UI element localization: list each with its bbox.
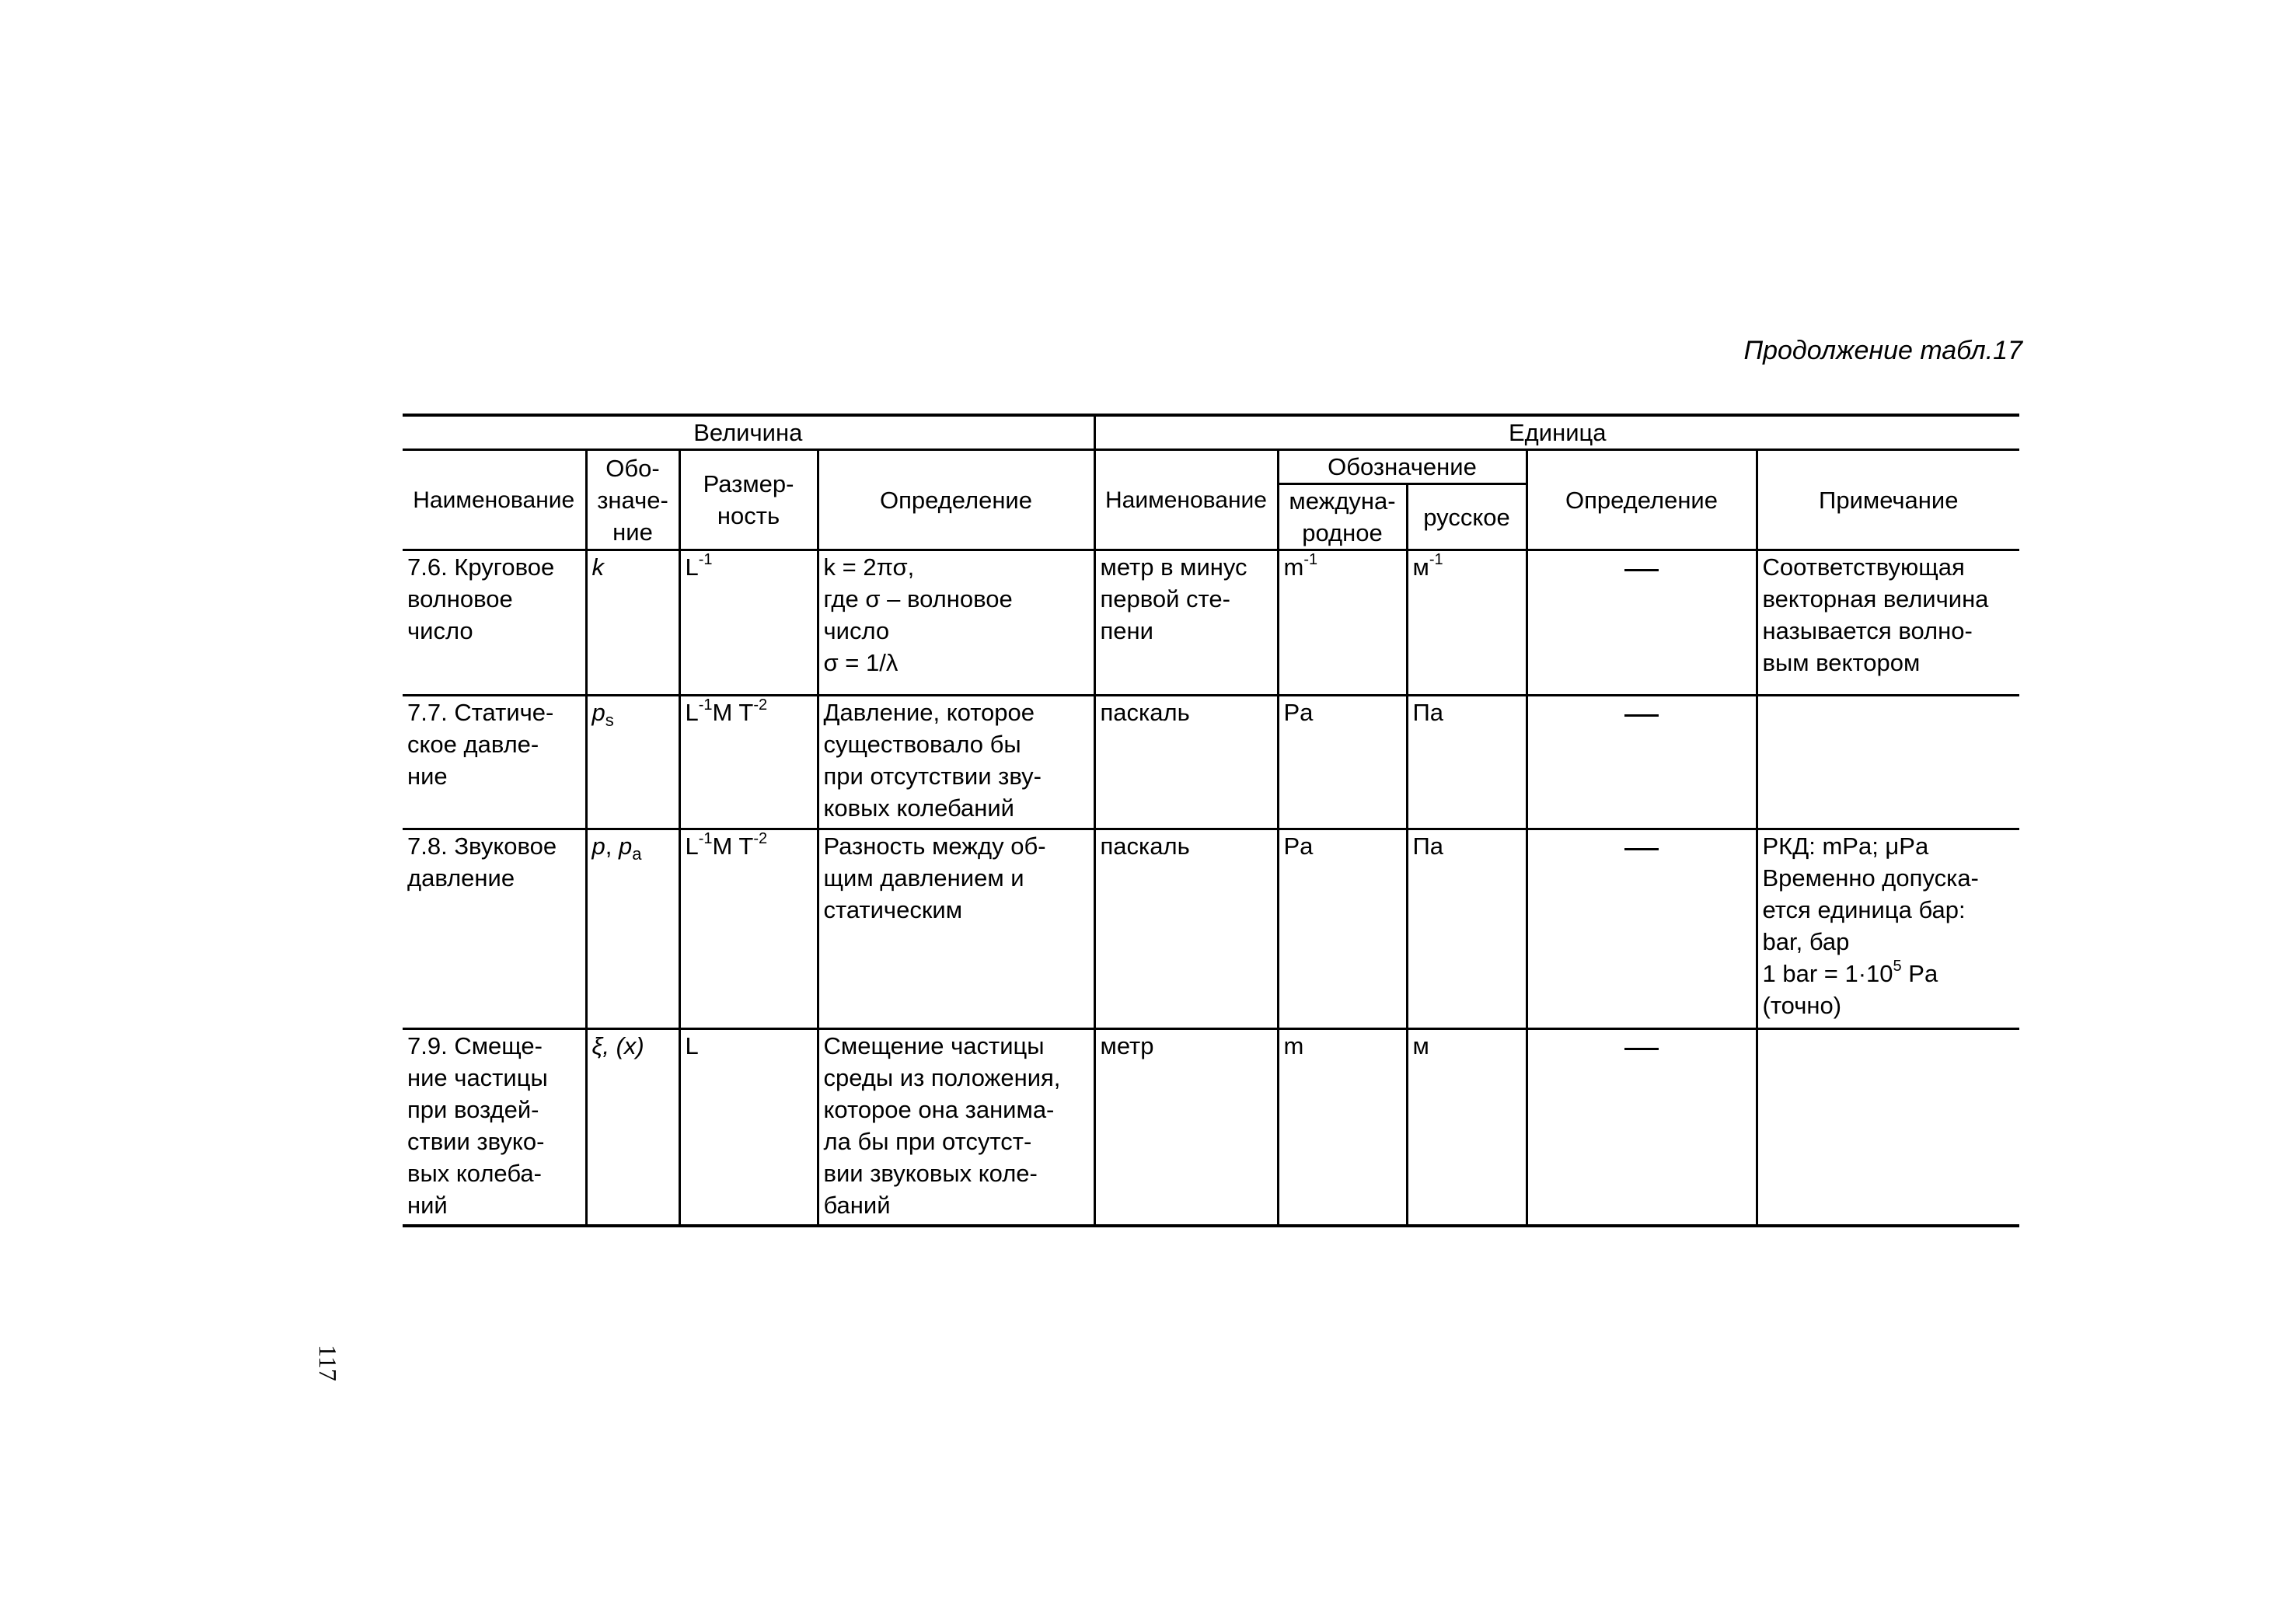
header-unit-name: Наименование: [1094, 450, 1278, 550]
page-number: 117: [314, 1345, 342, 1381]
quantity-name: 7.6. Круговое волновое число: [403, 550, 586, 696]
unit-international: m: [1278, 1029, 1407, 1227]
header-dimension: Размер- ность: [679, 450, 818, 550]
table-row: [403, 696, 2019, 829]
quantity-dimension: $L^{-1}M$ $T^{-2}$: [679, 696, 818, 829]
dash-mark: [1624, 569, 1659, 571]
unit-definition: [1527, 696, 1757, 829]
quantity-dimension: $L^{-1}M$ $T^{-2}$: [679, 829, 818, 1029]
table-row: [403, 829, 2019, 1029]
unit-international: $m^{-1}$: [1278, 550, 1407, 696]
header-symbol: Обо- значе- ние: [586, 450, 679, 550]
quantity-definition: Давление, которое существовало бы при отсутствии зву- ковых колебаний: [818, 696, 1094, 829]
dash-mark: [1624, 1048, 1659, 1050]
table-row: [403, 550, 2019, 696]
unit-russian: Па: [1407, 696, 1527, 829]
header-russian: русское: [1407, 484, 1527, 550]
unit-russian: Па: [1407, 829, 1527, 1029]
unit-definition: [1527, 829, 1757, 1029]
quantity-symbol: ξ, (x): [586, 1029, 679, 1227]
unit-russian: $м^{-1}$: [1407, 550, 1527, 696]
note: [1757, 696, 2019, 829]
quantity-name: 7.7. Статиче- ское давле- ние: [403, 696, 586, 829]
quantity-definition: Смещение частицы среды из положения, которое она занима- ла бы при отсутст- вии звуковых коле- баний: [818, 1029, 1094, 1227]
header-international: междуна- родное: [1278, 484, 1407, 550]
quantity-definition: Разность между об- щим давлением и статическим: [818, 829, 1094, 1029]
unit-name: паскаль: [1094, 829, 1278, 1029]
unit-definition: [1527, 550, 1757, 696]
header-definition: Определение: [818, 450, 1094, 550]
unit-name: метр: [1094, 1029, 1278, 1227]
unit-international: Pa: [1278, 696, 1407, 829]
dash-mark: [1624, 714, 1659, 717]
header-name: Наименование: [403, 450, 586, 550]
quantity-dimension: $L^{-1}$: [679, 550, 818, 696]
quantity-symbol: p, $p_a$: [586, 829, 679, 1029]
header-note: Примечание: [1757, 450, 2019, 550]
quantity-name: 7.9. Смеще- ние частицы при воздей- ствии звуко- вых колеба- ний: [403, 1029, 586, 1227]
header-unit-definition: Определение: [1527, 450, 1757, 550]
dash-mark: [1624, 848, 1659, 850]
note: РКД: mPa; μPa Временно допуска- ется единица бар: bar, бар 1 bar = $1\cdot 10^5$ Pa (точно): [1757, 829, 2019, 1029]
header-designation: Обозначение: [1278, 450, 1527, 484]
quantity-symbol: $p_s$: [586, 696, 679, 829]
note: [1757, 1029, 2019, 1227]
quantity-definition: k = 2πσ, где σ – волновое число σ = 1/λ: [818, 550, 1094, 696]
header-quantity: Величина: [403, 415, 1094, 450]
table-row: [403, 1029, 2019, 1227]
unit-name: метр в минус первой сте- пени: [1094, 550, 1278, 696]
table-caption: Продолжение табл.17: [1743, 336, 2022, 365]
quantity-dimension: L: [679, 1029, 818, 1227]
unit-international: Pa: [1278, 829, 1407, 1029]
quantity-symbol: k: [586, 550, 679, 696]
note: Соответствующая векторная величина называется волно- вым вектором: [1757, 550, 2019, 696]
unit-definition: [1527, 1029, 1757, 1227]
header-unit: Единица: [1094, 415, 2019, 450]
quantity-name: 7.8. Звуковое давление: [403, 829, 586, 1029]
unit-russian: м: [1407, 1029, 1527, 1227]
units-table: [403, 414, 2019, 1227]
unit-name: паскаль: [1094, 696, 1278, 829]
